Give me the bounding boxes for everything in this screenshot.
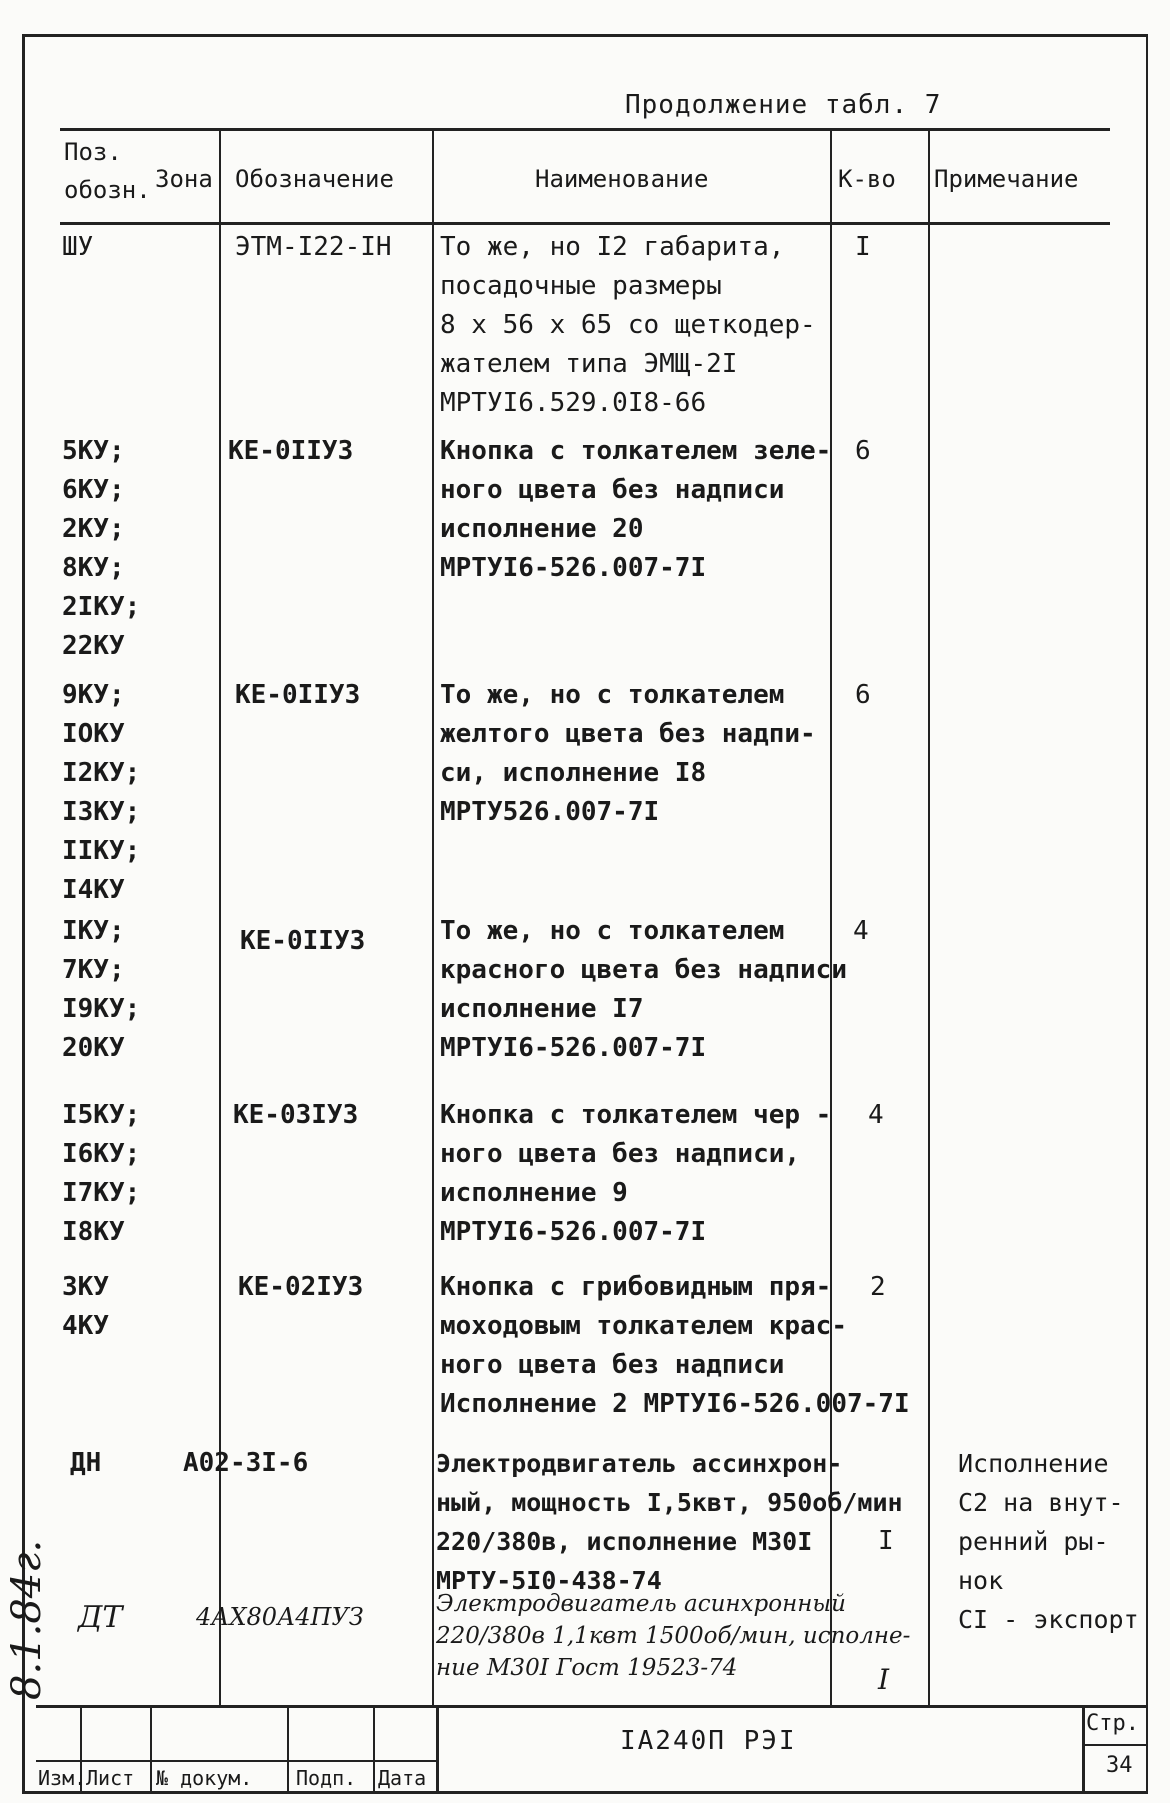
row-2-qty: 6 — [855, 680, 871, 710]
row-7-name: Электродвигатель асинхронный 220/380в 1,1квт 1500об/мин, исполне- ние М30I Гост 19523-74 — [436, 1591, 911, 1681]
document-number: IА240П РЭI — [620, 1726, 797, 1756]
stamp-row-line — [36, 1760, 436, 1762]
row-5-qty: 2 — [870, 1272, 886, 1302]
stamp-page-line — [1082, 1744, 1148, 1746]
stamp-label-list: Лист — [86, 1766, 135, 1790]
row-2-designation: КЕ-0IIУЗ — [235, 680, 361, 710]
header-designation: Обозначение — [235, 165, 394, 193]
col-divider-name — [432, 128, 434, 1705]
row-3-pos: IКУ; 7КУ; I9КУ; 20КУ — [62, 916, 141, 1063]
header-pos: Поз. обозн. — [64, 138, 151, 204]
stamp-label-izm: Изм. — [38, 1766, 87, 1790]
row-2-name: То же, но с толкателем желтого цвета без надпи- си, исполнение I8 МРТУ526.007-7I — [440, 680, 816, 827]
header-zone: Зона — [155, 165, 213, 193]
row-6-qty: I — [878, 1526, 894, 1556]
continuation-title: Продолжение табл. 7 — [625, 90, 942, 120]
row-6-name: Электродвигатель ассинхрон- ный, мощность I,5квт, 950об/мин 220/380в, исполнение М30I МРТУ-5I0-438-74 — [436, 1449, 903, 1595]
row-7-designation: 4АХ80А4ПУЗ — [196, 1603, 364, 1631]
row-0-pos: ШУ — [62, 232, 94, 262]
row-4-qty: 4 — [868, 1100, 884, 1130]
table-top-line — [60, 128, 1110, 131]
header-qty: К-во — [838, 165, 896, 193]
row-1-qty: 6 — [855, 436, 871, 466]
row-4-name: Кнопка с толкателем чер - ного цвета без надписи, исполнение 9 МРТУI6-526.007-7I — [440, 1100, 832, 1247]
row-5-name: Кнопка с грибовидным пря- моходовым толкателем крас- ного цвета без надписи Исполнение 2 МРТУI6-526.007-7I — [440, 1272, 910, 1419]
row-0-qty: I — [855, 232, 871, 262]
row-7-qty: I — [878, 1663, 890, 1696]
stamp-col-5 — [436, 1705, 439, 1794]
row-6-note: Исполнение С2 на внут- ренний ры- нок СI - экспорт — [958, 1449, 1139, 1634]
row-5-designation: КЕ-02IУЗ — [238, 1272, 364, 1302]
header-bottom-line — [60, 222, 1110, 225]
row-4-designation: КЕ-03IУЗ — [233, 1100, 359, 1130]
row-5-pos: 3КУ 4КУ — [62, 1272, 109, 1341]
stamp-col-2 — [150, 1705, 152, 1794]
stamp-col-page — [1082, 1705, 1085, 1794]
stamp-label-date: Дата — [378, 1766, 427, 1790]
row-3-name: То же, но с толкателем красного цвета без надписи исполнение I7 МРТУI6-526.007-7I — [440, 916, 847, 1063]
header-note: Примечание — [934, 165, 1079, 193]
row-1-designation: КЕ-0IIУЗ — [228, 436, 354, 466]
page-number: 34 — [1106, 1753, 1133, 1778]
row-1-name: Кнопка с толкателем зеле- ного цвета без надписи исполнение 20 МРТУI6-526.007-7I — [440, 436, 832, 583]
row-7-pos: ДТ — [78, 1600, 123, 1635]
stamp-col-4 — [373, 1705, 375, 1794]
row-3-qty: 4 — [853, 916, 869, 946]
row-3-designation: КЕ-0IIУЗ — [240, 926, 366, 956]
col-divider-note — [928, 128, 930, 1705]
page-label: Стр. — [1086, 1711, 1139, 1736]
header-name: Наименование — [535, 165, 709, 193]
row-2-pos: 9КУ; IОКУ I2КУ; I3КУ; IIКУ; I4КУ — [62, 680, 141, 905]
row-6-designation: А02-3I-6 — [183, 1448, 309, 1478]
row-1-pos: 5КУ; 6КУ; 2КУ; 8КУ; 2IКУ; 22КУ — [62, 436, 141, 661]
stamp-col-3 — [287, 1705, 289, 1794]
row-4-pos: I5КУ; I6КУ; I7КУ; I8КУ — [62, 1100, 141, 1247]
row-0-designation: ЭТМ-I22-IН — [235, 232, 392, 262]
stamp-label-doc: № докум. — [156, 1766, 253, 1790]
stamp-label-sign: Подп. — [296, 1766, 357, 1790]
margin-handwritten-date: 8.1.84г. — [4, 1539, 50, 1700]
stamp-top-line — [36, 1705, 1148, 1708]
row-0-name: То же, но I2 габарита, посадочные размеры 8 х 56 х 65 со щеткодер- жателем типа ЭМЩ-2I МРТУI6.529.0I8-66 — [440, 232, 816, 418]
row-6-pos: ДН — [70, 1448, 102, 1478]
